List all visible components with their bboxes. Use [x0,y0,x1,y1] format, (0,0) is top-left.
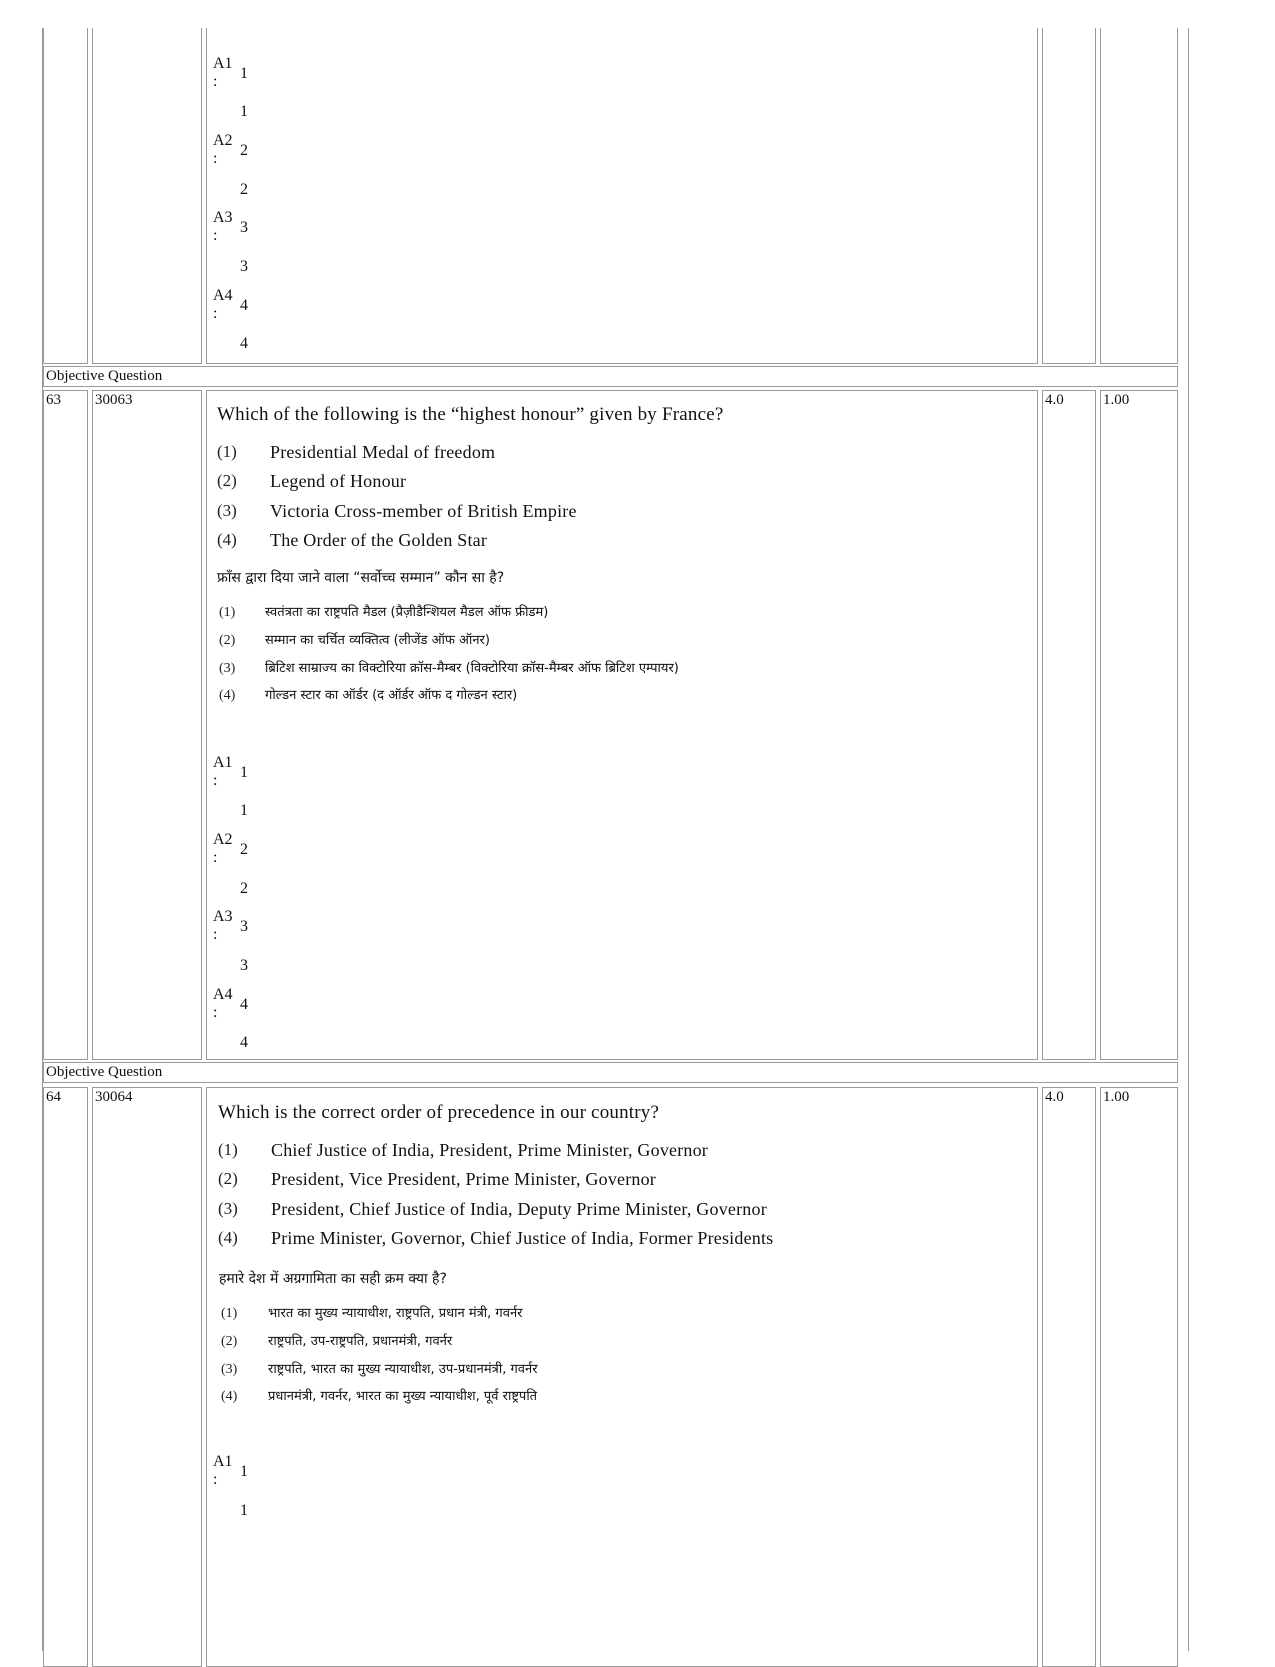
answer-label: A1 [213,55,233,72]
option-number: (4) [218,1228,238,1247]
question-text-en: Which is the correct order of precedence in our country? [218,1102,660,1123]
option-number: (1) [221,1306,238,1321]
option-text: प्रधानमंत्री, गवर्नर, भारत का मुख्य न्यायाधीश, पूर्व राष्ट्रपति [268,1389,538,1404]
option-number: (3) [217,501,237,520]
option-text: Victoria Cross-member of British Empire [270,501,577,521]
answer-colon: : [213,227,218,244]
answer-text: 1 [240,1502,248,1519]
marks-cell [1042,390,1096,1060]
question-text-hi: फ्राँस द्वारा दिया जाने वाला “सर्वोच्च सम्मान” कौन सा है? [217,570,505,586]
section-label: Objective Question [46,368,163,384]
answer-value: 1 [240,1463,248,1480]
option-number: (2) [218,1169,238,1188]
option-text: स्वतंत्रता का राष्ट्रपति मैडल (प्रैज़ीडैन्शियल मैडल ऑफ फ्रीडम) [265,605,549,620]
answer-label: A1 [213,754,233,771]
negative-cell [1100,390,1178,1060]
answer-text: 3 [240,957,248,974]
qid-cell [92,1087,202,1667]
answer-value: 2 [240,142,248,159]
answer-label: A3 [213,908,233,925]
qid-cell [92,390,202,1060]
option-number: (4) [219,688,236,703]
option-text: भारत का मुख्य न्यायाधीश, राष्ट्रपति, प्रधान मंत्री, गवर्नर [268,1306,523,1321]
marks-value: 4.0 [1045,1089,1064,1105]
option-number: (1) [218,1140,238,1159]
answer-value: 4 [240,297,248,314]
question-number: 63 [46,392,61,408]
answer-text: 4 [240,335,248,352]
option-text: ब्रिटिश साम्राज्य का विक्टोरिया क्रॉस-मैम्बर (विक्टोरिया क्रॉस-मैम्बर ऑफ ब्रिटिश एम्पायर) [265,661,679,676]
option-text: Chief Justice of India, President, Prime Minister, Governor [271,1140,708,1160]
answer-colon: : [213,926,218,943]
option-number: (3) [218,1199,238,1218]
question-number: 64 [46,1089,61,1105]
negative-marks-value: 1.00 [1103,392,1130,408]
option-number: (2) [217,471,237,490]
option-number: (1) [219,605,236,620]
option-text: Legend of Honour [270,471,407,491]
answer-colon: : [213,1004,218,1021]
answer-colon: : [213,1471,218,1488]
answer-colon: : [213,150,218,167]
sno-cell [43,1087,88,1667]
option-text: राष्ट्रपति, उप-राष्ट्रपति, प्रधानमंत्री, गवर्नर [268,1334,453,1349]
question-cell [206,28,1038,364]
option-number: (3) [221,1362,238,1377]
answer-label: A2 [213,132,233,149]
answer-text: 1 [240,802,248,819]
answer-colon: : [213,73,218,90]
marks-cell [1042,28,1096,364]
answer-value: 4 [240,996,248,1013]
answer-value: 3 [240,219,248,236]
section-header-row [43,366,1178,387]
answer-colon: : [213,772,218,789]
option-text: President, Chief Justice of India, Deputy Prime Minister, Governor [271,1199,767,1219]
section-header-row [43,1062,1178,1083]
option-text: Prime Minister, Governor, Chief Justice of India, Former Presidents [271,1228,774,1248]
option-number: (4) [221,1389,238,1404]
question-text-en: Which of the following is the “highest honour” given by France? [217,404,724,425]
answer-colon: : [213,849,218,866]
option-text: The Order of the Golden Star [270,530,488,550]
answer-label: A4 [213,287,233,304]
option-number: (2) [221,1334,238,1349]
option-text: Presidential Medal of freedom [270,442,496,462]
answer-label: A1 [213,1453,233,1470]
option-text: गोल्डन स्टार का ऑर्डर (द ऑर्डर ऑफ द गोल्डन स्टार) [265,688,518,703]
qid-cell [92,28,202,364]
answer-label: A2 [213,831,233,848]
option-text: President, Vice President, Prime Minister, Governor [271,1169,657,1189]
section-label: Objective Question [46,1064,163,1080]
table-outer-right-border [1188,28,1189,1651]
option-number: (3) [219,661,236,676]
answer-text: 4 [240,1034,248,1051]
negative-cell [1100,28,1178,364]
sno-cell [43,28,88,364]
option-text: सम्मान का चर्चित व्यक्तित्व (लीजेंड ऑफ ऑनर) [265,633,490,648]
answer-text: 2 [240,181,248,198]
option-number: (2) [219,633,236,648]
sno-cell [43,390,88,1060]
answer-label: A4 [213,986,233,1003]
answer-text: 3 [240,258,248,275]
question-id: 30063 [95,392,133,408]
marks-value: 4.0 [1045,392,1064,408]
answer-text: 2 [240,880,248,897]
answer-colon: : [213,305,218,322]
option-number: (4) [217,530,237,549]
option-number: (1) [217,442,237,461]
marks-cell [1042,1087,1096,1667]
negative-marks-value: 1.00 [1103,1089,1130,1105]
option-text: राष्ट्रपति, भारत का मुख्य न्यायाधीश, उप-प्रधानमंत्री, गवर्नर [268,1362,538,1377]
answer-value: 1 [240,65,248,82]
answer-text: 1 [240,103,248,120]
answer-value: 2 [240,841,248,858]
answer-label: A3 [213,209,233,226]
negative-cell [1100,1087,1178,1667]
answer-value: 1 [240,764,248,781]
question-text-hi: हमारे देश में अग्रगामिता का सही क्रम क्या है? [219,1271,447,1287]
question-id: 30064 [95,1089,133,1105]
answer-value: 3 [240,918,248,935]
